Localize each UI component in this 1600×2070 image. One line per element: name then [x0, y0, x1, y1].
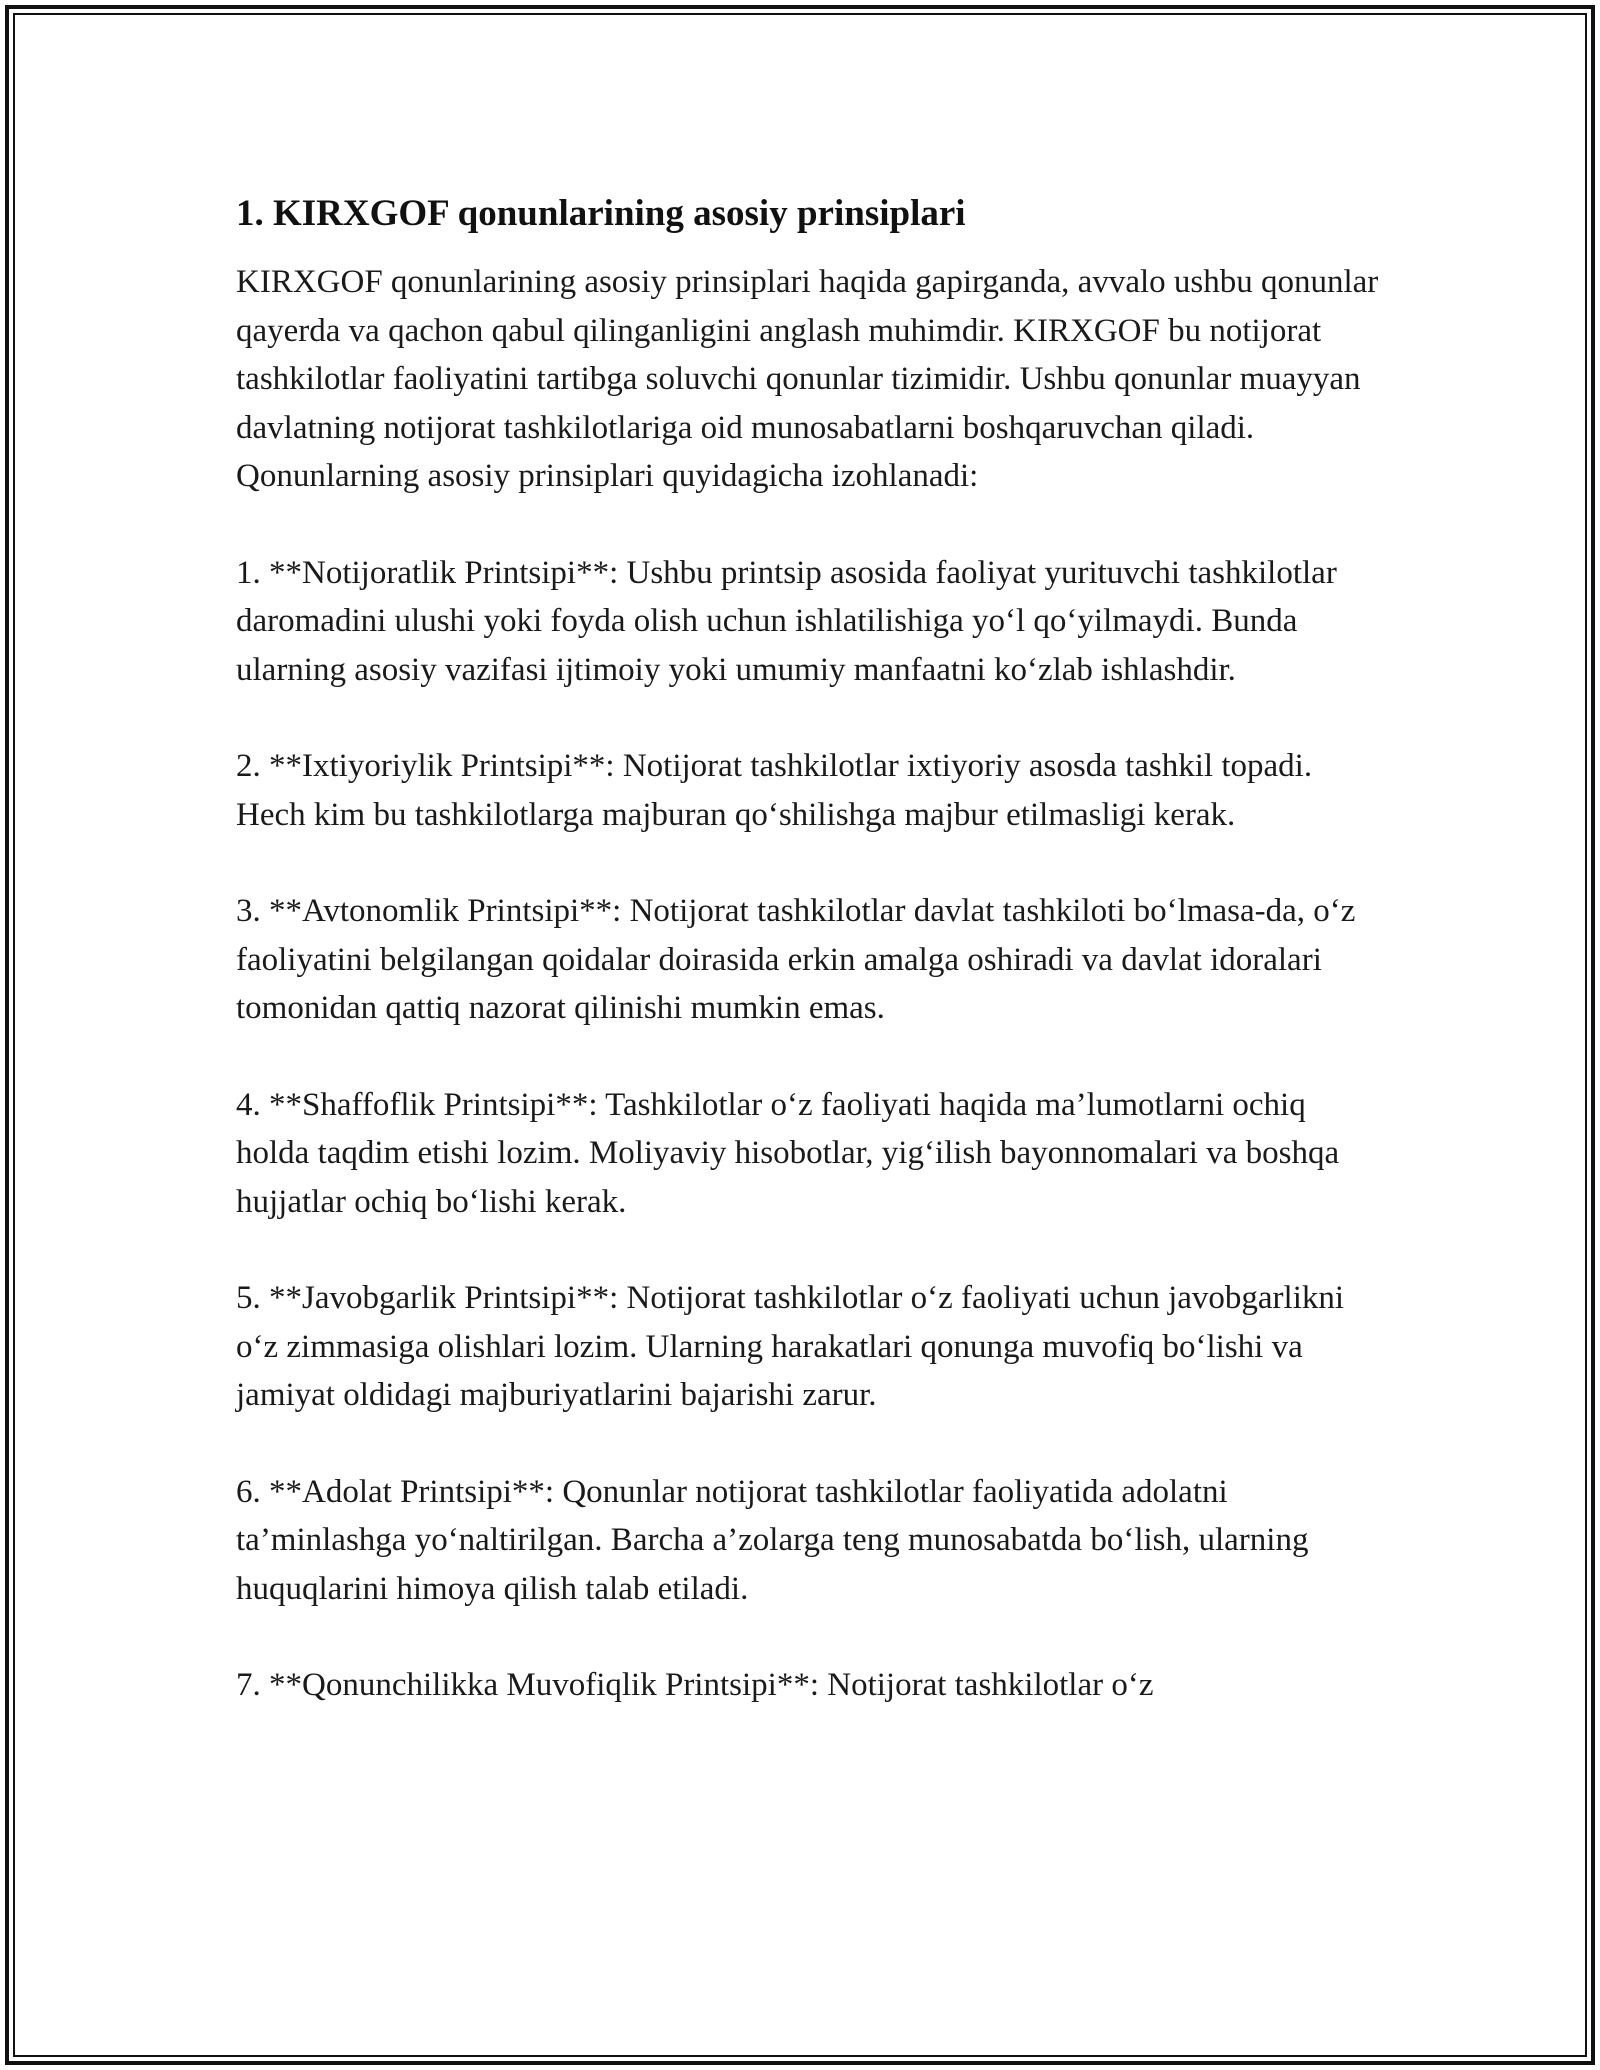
section-heading: 1. KIRXGOF qonunlarining asosiy prinsiplari [236, 193, 966, 234]
principle-paragraph-3: 3. **Avtonomlik Printsipi**: Notijorat tashkilotlar davlat tashkiloti bo‘lmasa-da, o‘z faoliyatini belgilangan qoidalar doirasida erkin amalga oshiradi va davlat idoralari tomonidan qattiq nazorat qilinishi mumkin emas. [236, 893, 1356, 1026]
principle-paragraph-7: 7. **Qonunchilikka Muvofiqlik Printsipi**: Notijorat tashkilotlar o‘z [236, 1667, 1154, 1703]
intro-paragraph: KIRXGOF qonunlarining asosiy prinsiplari haqida gapirganda, avvalo ushbu qonunlar qayerda va qachon qabul qilinganligini anglash muhimdir. KIRXGOF bu notijorat tashkilotlar faoliyatini tartibga soluvchi qonunlar tizimidir. Ushbu qonunlar muayyan davlatning notijorat tashkilotlariga oid munosabatlarni boshqaruvchan qiladi. Qonunlarning asosiy prinsiplari quyidagicha izohlanadi: [236, 264, 1379, 494]
principle-paragraph-6: 6. **Adolat Printsipi**: Qonunlar notijorat tashkilotlar faoliyatida adolatni ta’minlashga yo‘naltirilgan. Barcha a’zolarga teng munosabatda bo‘lish, ularning huquqlarini himoya qilish talab etiladi. [236, 1473, 1309, 1607]
document-body [236, 188, 1386, 1758]
principle-paragraph-2: 2. **Ixtiyoriylik Printsipi**: Notijorat tashkilotlar ixtiyoriy asosda tashkil topadi. Hech kim bu tashkilotlarga majburan qo‘shilishga majbur etilmasligi kerak. [236, 748, 1313, 833]
principle-paragraph-4: 4. **Shaffoflik Printsipi**: Tashkilotlar o‘z faoliyati haqida ma’lumotlarni ochiq holda taqdim etishi lozim. Moliyaviy hisobotlar, yig‘ilish bayonnomalari va boshqa hujjatlar ochiq bo‘lishi kerak. [236, 1086, 1340, 1220]
principle-paragraph-5: 5. **Javobgarlik Printsipi**: Notijorat tashkilotlar o‘z faoliyati uchun javobgarlikni o‘z zimmasiga olishlari lozim. Ularning harakatlari qonunga muvofiq bo‘lishi va jamiyat oldidagi majburiyatlarini bajarishi zarur. [236, 1280, 1345, 1413]
principle-paragraph-1: 1. **Notijoratlik Printsipi**: Ushbu printsip asosida faoliyat yurituvchi tashkilotlar daromadini ulushi yoki foyda olish uchun ishlatilishiga yo‘l qo‘yilmaydi. Bunda ularning asosiy vazifasi ijtimoiy yoki umumiy manfaatni ko‘zlab ishlashdir. [236, 554, 1337, 688]
